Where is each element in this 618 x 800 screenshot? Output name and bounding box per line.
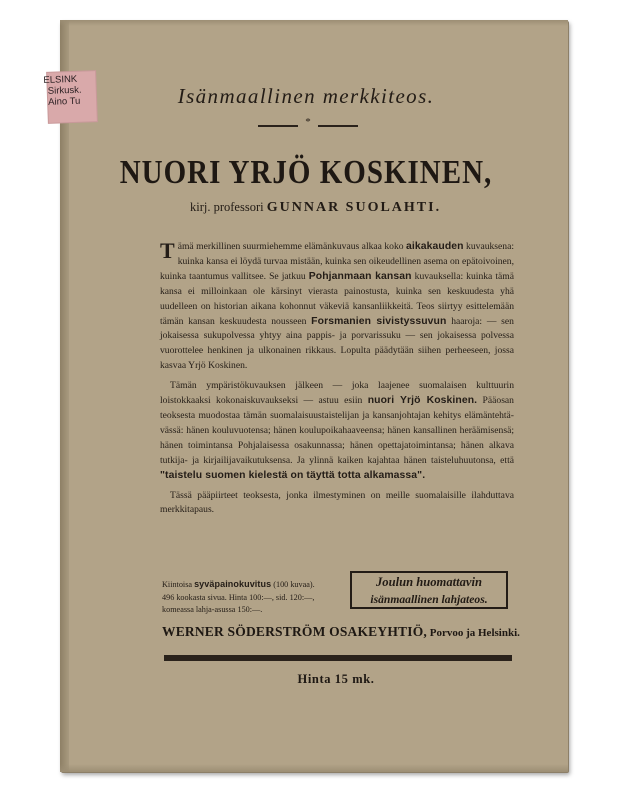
author-prefix: kirj. professori (190, 200, 264, 214)
p2-highlight-2: "taistelu suomen kielestä on täyttä totta alkamassa". (160, 469, 426, 481)
publisher-place: Porvoo ja Helsinki. (426, 627, 520, 639)
ornament-line-right (318, 125, 358, 127)
library-stamp (43, 71, 97, 123)
p1-text-4: haaroja: — sen jokaisessa sukupolvessa yhtyy aina pappis- ja porvarissuku — sen jokaisessa polvessa vuorottelee henkinen ja ulkonainen rikkaus. Lopulta päädytään siihen perheeseen, jossa kasvaa Yrjö Koskinen. (160, 315, 514, 372)
edition-line-2: 496 kookasta sivua. Hinta 100:—, sid. 120:—, (162, 592, 315, 602)
p1-text-1: ämä merkillinen suurmiehemme elämänkuvaus alkaa koko (177, 241, 406, 252)
description-text (160, 240, 514, 523)
stamp-line-2: Sirkusk. (47, 84, 82, 97)
paragraph-1 (160, 240, 514, 374)
cover-spine-edge (60, 20, 69, 772)
price-label: Hinta 15 mk. (297, 672, 375, 686)
gift-line-1: Joulun huomattavin (375, 575, 483, 589)
stamp-line-1: ELSINK (43, 73, 78, 86)
edition-info (162, 578, 352, 617)
book-title: NUORI YRJÖ KOSKINEN, (119, 154, 493, 191)
author-line (190, 200, 490, 216)
cover-heading: Isänmaallinen merkkiteos. (177, 84, 435, 108)
cover-wear-bottom (60, 764, 568, 772)
author-name: GUNNAR SUOLAHTI. (266, 200, 442, 215)
p2-text-1: Tämän ympäristökuvauksen jälkeen — joka laajenee suomalaisen kulttuurin loistokkaaksi kokonaiskuvaukseksi — astuu esiin (160, 380, 514, 407)
p1-text-3: kuvauksella: kuinka tämä kansa ei milloinkaan ole kärsinyt vierasta painostusta, kuinka sen keskuudesta yhä uudelleen on historian aikana kohonnut väkeviä kansanliikkeitä. Teos siirtyy esittelemään tämän kansan keskuudesta nousseen (160, 270, 514, 327)
publisher-line (162, 624, 522, 640)
paragraph-3: Tässä pääpiirteet teoksesta, jonka ilmestyminen on meille suomalaisille ilahduttava merkkitapaus. (160, 489, 514, 516)
p2-text-2: Pääosan teoksesta muodostaa tämän suomalaisuustaistelijan ja kansanjohtajan kehitys elämäntehtävässä: hänen kouluvuotensa; hänen koulupoikahaaveensa; hänen kansallinen heräämisensä; hänen toimintansa Pohjalaisessa osakunnassa; hänen opettajatoimintansa; hänen alkava tutkija- ja kirjailijavaikutuksensa. Ja ylinnä kaiken kajahtaa hänen taisteluhuutonsa, että (160, 395, 514, 466)
p1-text-2: kuvauksena: kuinka kansa ei löydä turvaa mistään, kuinka sen oikeudellinen asema on epätoivoinen, kuinka taantumus vallitsee. Se jatkuu (160, 241, 515, 282)
ornament-line-left (258, 125, 298, 127)
edition-highlight: syväpainokuvitus (194, 579, 272, 589)
p1-highlight-2: Pohjanmaan kansan (308, 270, 412, 282)
ornament-star: * (305, 116, 311, 128)
edition-text-2: (100 kuvaa). (271, 580, 315, 589)
ornament-divider (258, 118, 358, 132)
edition-line-1 (162, 578, 352, 592)
paragraph-2 (160, 379, 514, 483)
gift-line-2: isänmaallinen lahjateos. (370, 593, 488, 606)
stamp-line-3: Aino Tu (47, 95, 81, 108)
p1-highlight-1: aikakauden (406, 241, 464, 252)
p2-highlight-1: nuori Yrjö Koskinen. (367, 395, 478, 407)
edition-line-3: komeassa lahja-asussa 150:—. (162, 605, 263, 614)
gift-callout-box (350, 571, 508, 609)
p1-highlight-3: Forsmanien sivistyssuvun (311, 315, 447, 327)
publisher-name: WERNER SÖDERSTRÖM OSAKEYHTIÖ, (162, 624, 427, 639)
cover-wear-top (60, 20, 568, 26)
edition-text-1: Kiintoisa (162, 580, 195, 589)
drop-cap: T (160, 238, 175, 263)
thick-rule (164, 655, 512, 661)
